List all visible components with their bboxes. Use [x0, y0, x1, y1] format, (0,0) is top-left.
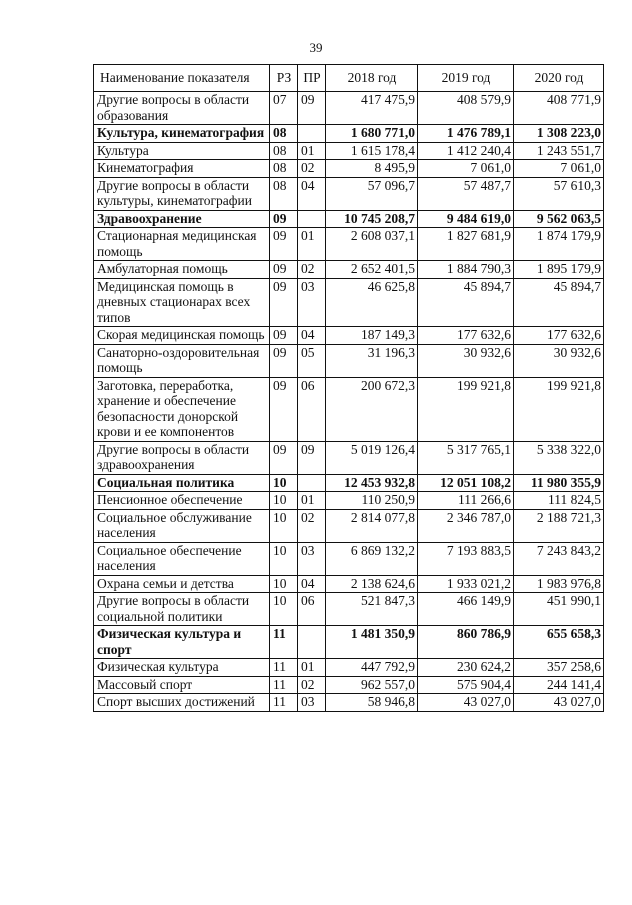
- row-value-2018: 46 625,8: [326, 278, 418, 327]
- row-rz: 11: [270, 659, 298, 677]
- row-name: Физическая культура: [94, 659, 270, 677]
- row-rz: 09: [270, 441, 298, 474]
- header-2018: 2018 год: [326, 65, 418, 92]
- row-value-2019: 860 786,9: [418, 626, 514, 659]
- row-pr: [298, 626, 326, 659]
- row-rz: 09: [270, 228, 298, 261]
- row-value-2019: 9 484 619,0: [418, 210, 514, 228]
- row-value-2020: 177 632,6: [514, 327, 604, 345]
- row-value-2019: 12 051 108,2: [418, 474, 514, 492]
- row-value-2018: 2 608 037,1: [326, 228, 418, 261]
- table-row: [94, 441, 604, 474]
- table-row: [94, 593, 604, 626]
- table-row: [94, 92, 604, 125]
- row-value-2018: 447 792,9: [326, 659, 418, 677]
- row-name: Кинематография: [94, 160, 270, 178]
- row-value-2020: 408 771,9: [514, 92, 604, 125]
- row-rz: 10: [270, 509, 298, 542]
- row-rz: 10: [270, 492, 298, 510]
- table-row: [94, 575, 604, 593]
- row-value-2020: 7 243 843,2: [514, 542, 604, 575]
- row-value-2019: 57 487,7: [418, 177, 514, 210]
- row-value-2019: 1 827 681,9: [418, 228, 514, 261]
- row-rz: 10: [270, 575, 298, 593]
- table-header: [94, 65, 604, 92]
- row-name: Здравоохранение: [94, 210, 270, 228]
- row-value-2018: 110 250,9: [326, 492, 418, 510]
- row-value-2018: 12 453 932,8: [326, 474, 418, 492]
- row-rz: 07: [270, 92, 298, 125]
- row-pr: 04: [298, 575, 326, 593]
- row-pr: 04: [298, 327, 326, 345]
- row-value-2020: 199 921,8: [514, 377, 604, 441]
- row-value-2018: 31 196,3: [326, 344, 418, 377]
- row-pr: 09: [298, 92, 326, 125]
- table-row: [94, 142, 604, 160]
- row-value-2019: 5 317 765,1: [418, 441, 514, 474]
- row-value-2020: 11 980 355,9: [514, 474, 604, 492]
- row-value-2018: 10 745 208,7: [326, 210, 418, 228]
- header-pr: ПР: [298, 65, 326, 92]
- row-name: Пенсионное обеспечение: [94, 492, 270, 510]
- row-value-2018: 2 138 624,6: [326, 575, 418, 593]
- row-name: Медицинская помощь в дневных стационарах всех типов: [94, 278, 270, 327]
- table-row: [94, 542, 604, 575]
- table-row: [94, 377, 604, 441]
- row-value-2019: 7 061,0: [418, 160, 514, 178]
- row-pr: 01: [298, 492, 326, 510]
- table-row: [94, 676, 604, 694]
- row-value-2018: 200 672,3: [326, 377, 418, 441]
- header-2019: 2019 год: [418, 65, 514, 92]
- row-rz: 09: [270, 278, 298, 327]
- row-value-2020: 9 562 063,5: [514, 210, 604, 228]
- row-name: Физическая культура и спорт: [94, 626, 270, 659]
- table-row: [94, 327, 604, 345]
- row-value-2020: 5 338 322,0: [514, 441, 604, 474]
- table-row: [94, 160, 604, 178]
- row-name: Заготовка, переработка, хранение и обеспечение безопасности донорской крови и ее компонентов: [94, 377, 270, 441]
- budget-table: [93, 64, 604, 712]
- row-value-2019: 43 027,0: [418, 694, 514, 712]
- row-value-2020: 1 243 551,7: [514, 142, 604, 160]
- row-rz: 08: [270, 125, 298, 143]
- header-rz: РЗ: [270, 65, 298, 92]
- row-value-2019: 1 476 789,1: [418, 125, 514, 143]
- row-value-2018: 58 946,8: [326, 694, 418, 712]
- row-pr: 05: [298, 344, 326, 377]
- row-pr: [298, 210, 326, 228]
- row-value-2020: 1 983 976,8: [514, 575, 604, 593]
- row-value-2018: 187 149,3: [326, 327, 418, 345]
- table-row: [94, 210, 604, 228]
- table-row: [94, 261, 604, 279]
- row-value-2019: 199 921,8: [418, 377, 514, 441]
- header-name: Наименование показателя: [94, 65, 270, 92]
- row-rz: 09: [270, 344, 298, 377]
- table-row: [94, 509, 604, 542]
- row-value-2020: 7 061,0: [514, 160, 604, 178]
- row-pr: 01: [298, 142, 326, 160]
- row-value-2019: 1 933 021,2: [418, 575, 514, 593]
- row-rz: 09: [270, 327, 298, 345]
- row-name: Культура: [94, 142, 270, 160]
- row-value-2020: 30 932,6: [514, 344, 604, 377]
- row-name: Другие вопросы в области образования: [94, 92, 270, 125]
- row-value-2018: 2 814 077,8: [326, 509, 418, 542]
- row-value-2019: 230 624,2: [418, 659, 514, 677]
- row-value-2019: 466 149,9: [418, 593, 514, 626]
- row-name: Стационарная медицинская помощь: [94, 228, 270, 261]
- row-value-2020: 43 027,0: [514, 694, 604, 712]
- row-pr: 02: [298, 509, 326, 542]
- page-number: 39: [309, 40, 323, 55]
- row-value-2018: 1 481 350,9: [326, 626, 418, 659]
- row-name: Охрана семьи и детства: [94, 575, 270, 593]
- row-name: Другие вопросы в области культуры, кинематографии: [94, 177, 270, 210]
- row-value-2019: 1 412 240,4: [418, 142, 514, 160]
- table-row: [94, 278, 604, 327]
- row-pr: 06: [298, 593, 326, 626]
- row-value-2019: 408 579,9: [418, 92, 514, 125]
- row-rz: 08: [270, 142, 298, 160]
- row-value-2018: 417 475,9: [326, 92, 418, 125]
- row-value-2019: 30 932,6: [418, 344, 514, 377]
- row-pr: 09: [298, 441, 326, 474]
- row-rz: 09: [270, 377, 298, 441]
- row-name: Другие вопросы в области здравоохранения: [94, 441, 270, 474]
- row-value-2018: 8 495,9: [326, 160, 418, 178]
- row-pr: 01: [298, 228, 326, 261]
- row-value-2019: 177 632,6: [418, 327, 514, 345]
- table-row: [94, 626, 604, 659]
- row-value-2020: 244 141,4: [514, 676, 604, 694]
- row-name: Спорт высших достижений: [94, 694, 270, 712]
- row-rz: 10: [270, 542, 298, 575]
- row-name: Социальная политика: [94, 474, 270, 492]
- row-value-2018: 1 680 771,0: [326, 125, 418, 143]
- row-value-2018: 57 096,7: [326, 177, 418, 210]
- row-value-2018: 962 557,0: [326, 676, 418, 694]
- row-value-2020: 45 894,7: [514, 278, 604, 327]
- row-rz: 11: [270, 694, 298, 712]
- row-name: Культура, кинематография: [94, 125, 270, 143]
- row-value-2019: 575 904,4: [418, 676, 514, 694]
- row-rz: 11: [270, 626, 298, 659]
- table-row: [94, 344, 604, 377]
- row-value-2020: 451 990,1: [514, 593, 604, 626]
- row-value-2018: 5 019 126,4: [326, 441, 418, 474]
- row-pr: 03: [298, 278, 326, 327]
- row-name: Массовый спорт: [94, 676, 270, 694]
- row-rz: 11: [270, 676, 298, 694]
- row-name: Санаторно-оздоровительная помощь: [94, 344, 270, 377]
- row-pr: 03: [298, 542, 326, 575]
- row-pr: 04: [298, 177, 326, 210]
- row-value-2020: 2 188 721,3: [514, 509, 604, 542]
- row-value-2020: 57 610,3: [514, 177, 604, 210]
- row-pr: 02: [298, 160, 326, 178]
- row-pr: [298, 125, 326, 143]
- row-pr: 03: [298, 694, 326, 712]
- row-value-2019: 2 346 787,0: [418, 509, 514, 542]
- row-rz: 08: [270, 160, 298, 178]
- row-value-2018: 6 869 132,2: [326, 542, 418, 575]
- row-value-2018: 1 615 178,4: [326, 142, 418, 160]
- row-rz: 09: [270, 210, 298, 228]
- row-rz: 10: [270, 474, 298, 492]
- row-rz: 10: [270, 593, 298, 626]
- row-value-2020: 1 895 179,9: [514, 261, 604, 279]
- table-row: [94, 228, 604, 261]
- row-value-2018: 521 847,3: [326, 593, 418, 626]
- row-pr: [298, 474, 326, 492]
- row-rz: 08: [270, 177, 298, 210]
- row-value-2020: 655 658,3: [514, 626, 604, 659]
- header-2020: 2020 год: [514, 65, 604, 92]
- row-value-2020: 111 824,5: [514, 492, 604, 510]
- row-rz: 09: [270, 261, 298, 279]
- row-value-2019: 45 894,7: [418, 278, 514, 327]
- table-row: [94, 177, 604, 210]
- row-name: Социальное обслуживание населения: [94, 509, 270, 542]
- header-row: [94, 65, 604, 92]
- row-name: Скорая медицинская помощь: [94, 327, 270, 345]
- row-name: Другие вопросы в области социальной политики: [94, 593, 270, 626]
- row-pr: 01: [298, 659, 326, 677]
- row-pr: 02: [298, 261, 326, 279]
- row-value-2018: 2 652 401,5: [326, 261, 418, 279]
- row-value-2019: 1 884 790,3: [418, 261, 514, 279]
- table-row: [94, 694, 604, 712]
- row-pr: 06: [298, 377, 326, 441]
- row-value-2020: 1 874 179,9: [514, 228, 604, 261]
- row-value-2019: 111 266,6: [418, 492, 514, 510]
- row-value-2020: 357 258,6: [514, 659, 604, 677]
- row-value-2019: 7 193 883,5: [418, 542, 514, 575]
- table-row: [94, 125, 604, 143]
- table-row: [94, 492, 604, 510]
- table-row: [94, 474, 604, 492]
- row-name: Социальное обеспечение населения: [94, 542, 270, 575]
- table-row: [94, 659, 604, 677]
- row-value-2020: 1 308 223,0: [514, 125, 604, 143]
- row-name: Амбулаторная помощь: [94, 261, 270, 279]
- row-pr: 02: [298, 676, 326, 694]
- table-body: [94, 92, 604, 712]
